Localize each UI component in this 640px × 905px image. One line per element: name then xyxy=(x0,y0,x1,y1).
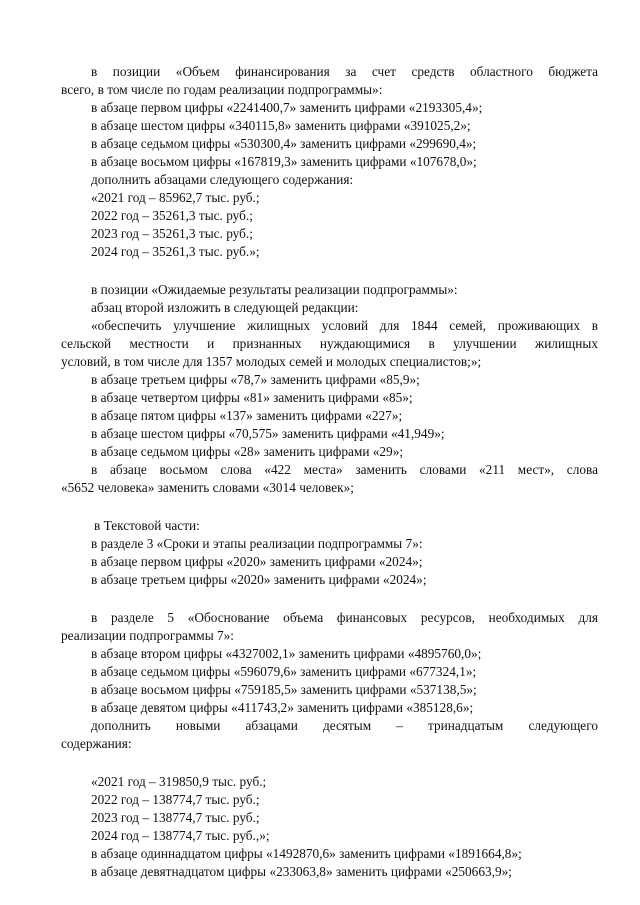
text-line: в абзаце пятом цифры «137» заменить цифрами «227»; xyxy=(91,408,403,423)
text-line: в абзаце седьмом цифры «530300,4» заменить цифрами «299690,4»; xyxy=(91,136,477,151)
text-line: абзац второй изложить в следующей редакции: xyxy=(91,300,359,315)
text-line: «2021 год – 85962,7 тыс. руб.; xyxy=(91,190,260,205)
text-line: 2024 год – 35261,3 тыс. руб.»; xyxy=(91,244,260,259)
text-line: 2023 год – 138774,7 тыс. руб.; xyxy=(91,810,260,825)
text-line: в абзаце третьем цифры «2020» заменить цифрами «2024»; xyxy=(91,572,427,587)
text-line: в абзаце третьем цифры «78,7» заменить цифрами «85,9»; xyxy=(91,372,420,387)
text-line: в абзаце четвертом цифры «81» заменить цифрами «85»; xyxy=(91,390,413,405)
text-line: в разделе 5 «Обоснование объема финансовых ресурсов, необходимых для xyxy=(91,610,598,625)
text-line: в абзаце одиннадцатом цифры «1492870,6» заменить цифрами «1891664,8»; xyxy=(91,846,522,861)
text-line: в абзаце первом цифры «2241400,7» заменить цифрами «2193305,4»; xyxy=(91,100,483,115)
text-line: 2022 год – 138774,7 тыс. руб.; xyxy=(91,792,260,807)
text-line: 2022 год – 35261,3 тыс. руб.; xyxy=(91,208,253,223)
text-line: в абзаце шестом цифры «70,575» заменить цифрами «41,949»; xyxy=(91,426,445,441)
text-line: в абзаце седьмом цифры «28» заменить цифрами «29»; xyxy=(91,444,404,459)
text-line: в Текстовой части: xyxy=(94,518,200,533)
text-line: «обеспечить улучшение жилищных условий для 1844 семей, проживающих в xyxy=(91,318,598,333)
text-line: всего, в том числе по годам реализации подпрограммы»: xyxy=(61,82,383,97)
text-line: в позиции «Объем финансирования за счет средств областного бюджета xyxy=(91,64,598,79)
text-line: «5652 человека» заменить словами «3014 человек»; xyxy=(61,480,354,495)
text-line: в абзаце восьмом цифры «167819,3» заменить цифрами «107678,0»; xyxy=(91,154,477,169)
text-line: в абзаце восьмом слова «422 места» заменить словами «211 мест», слова xyxy=(91,462,598,477)
text-line: условий, в том числе для 1357 молодых семей и молодых специалистов;»; xyxy=(61,354,482,369)
text-line: 2024 год – 138774,7 тыс. руб.,»; xyxy=(91,828,270,843)
text-line: в абзаце седьмом цифры «596079,6» заменить цифрами «677324,1»; xyxy=(91,664,477,679)
text-line: в абзаце первом цифры «2020» заменить цифрами «2024»; xyxy=(91,554,423,569)
text-line: содержания: xyxy=(61,736,132,751)
text-line: в абзаце втором цифры «4327002,1» заменить цифрами «4895760,0»; xyxy=(91,646,482,661)
text-line: в абзаце девятнадцатом цифры «233063,8» заменить цифрами «250663,9»; xyxy=(91,864,512,879)
text-line: «2021 год – 319850,9 тыс. руб.; xyxy=(91,774,267,789)
text-line: в разделе 3 «Сроки и этапы реализации подпрограммы 7»: xyxy=(91,536,423,551)
text-line: в абзаце шестом цифры «340115,8» заменить цифрами «391025,2»; xyxy=(91,118,471,133)
text-line: сельской местности и признанных нуждающимися в улучшении жилищных xyxy=(61,336,598,351)
text-line: в позиции «Ожидаемые результаты реализации подпрограммы»: xyxy=(91,282,458,297)
text-line: 2023 год – 35261,3 тыс. руб.; xyxy=(91,226,253,241)
text-line: дополнить новыми абзацами десятым – тринадцатым следующего xyxy=(91,718,598,733)
text-line: в абзаце девятом цифры «411743,2» заменить цифрами «385128,6»; xyxy=(91,700,474,715)
text-line: в абзаце восьмом цифры «759185,5» заменить цифрами «537138,5»; xyxy=(91,682,477,697)
text-line: дополнить абзацами следующего содержания: xyxy=(91,172,354,187)
text-line: реализации подпрограммы 7»: xyxy=(61,628,234,643)
